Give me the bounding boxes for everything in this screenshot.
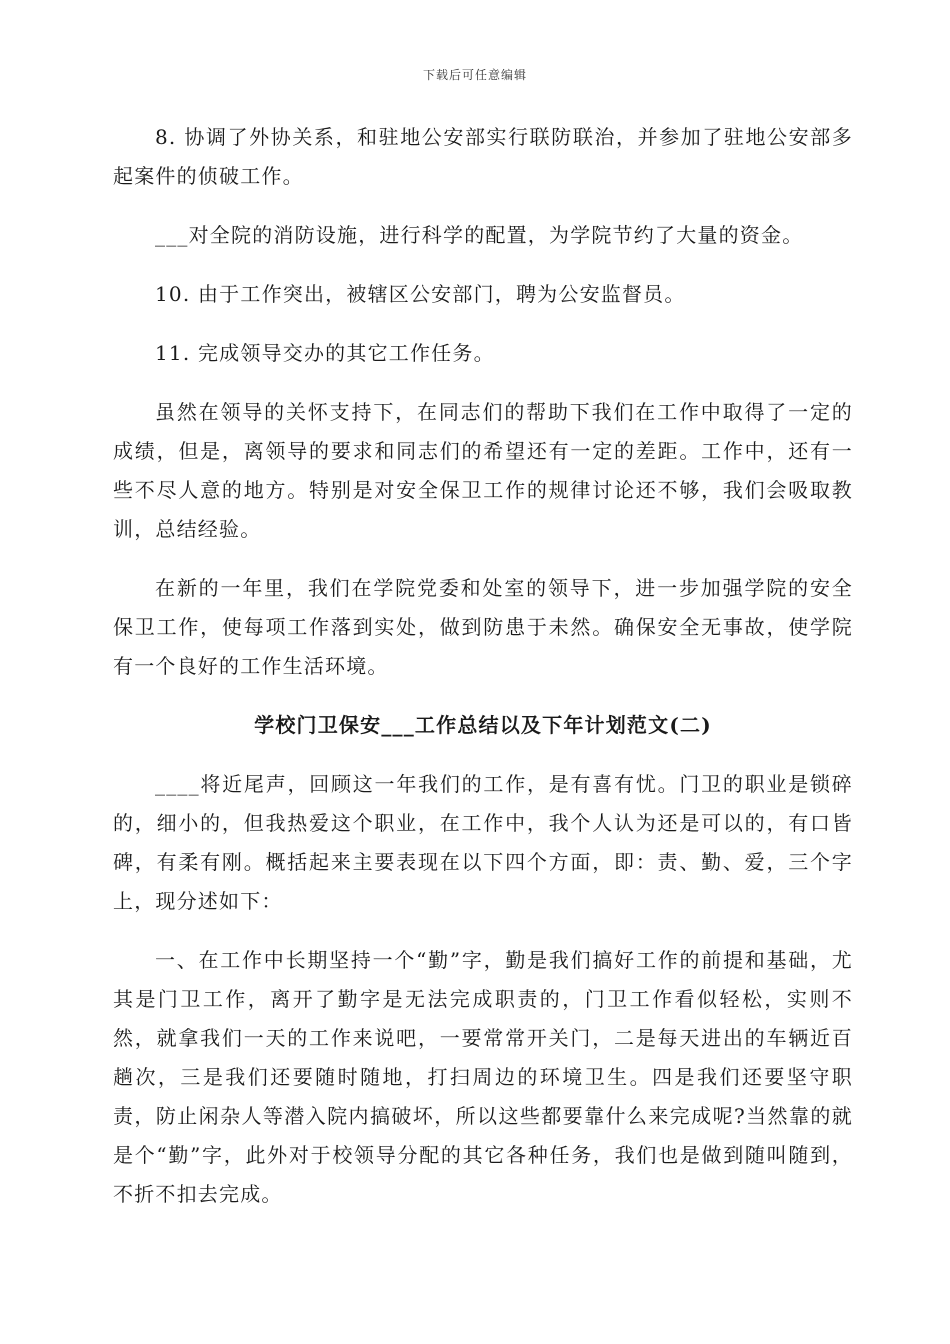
paragraph-item-8: 8. 协调了外协关系，和驻地公安部实行联防联治，并参加了驻地公安部多起案件的侦破工作。 (113, 125, 853, 188)
section-title: 学校门卫保安___工作总结以及下年计划范文(二) (254, 713, 712, 737)
paragraph-item-10: 10. 由于工作突出，被辖区公安部门，聘为公安监督员。 (155, 282, 686, 306)
paragraph-point-one: 一、在工作中长期坚持一个“勤”字，勤是我们搞好工作的前提和基础，尤其是门卫工作，离开了勤字是无法完成职责的，门卫工作看似轻松，实则不然，就拿我们一天的工作来说吧，一要常常开关门，二是每天进出的车辆近百趟次，三是我们还要随时随地，打扫周边的环境卫生。四是我们还要坚守职责，防止闲杂人等潜入院内搞破坏，所以这些都要靠什么来完成呢?当然靠的就是个“勤”字，此外对于校领导分配的其它各种任务，我们也是做到随叫随到，不折不扣去完成。 (113, 948, 853, 1206)
paragraph-intro: ____将近尾声，回顾这一年我们的工作，是有喜有忧。门卫的职业是锁碎的，细小的，但我热爱这个职业，在工作中，我个人认为还是可以的，有口皆碑，有柔有刚。概括起来主要表现在以下四个方面，即：责、勤、爱，三个字上，现分述如下： (113, 772, 853, 913)
paragraph-item-11: 11. 完成领导交办的其它工作任务。 (155, 341, 495, 365)
paragraph-outlook: 在新的一年里，我们在学院党委和处室的领导下，进一步加强学院的安全保卫工作，使每项工作落到实处，做到防患于未然。确保安全无事故，使学院有一个良好的工作生活环境。 (113, 576, 853, 678)
paragraph-item-9: ___对全院的消防设施，进行科学的配置，为学院节约了大量的资金。 (155, 223, 804, 247)
paragraph-reflection: 虽然在领导的关怀支持下，在同志们的帮助下我们在工作中取得了一定的成绩，但是，离领导的要求和同志们的希望还有一定的差距。工作中，还有一些不尽人意的地方。特别是对安全保卫工作的规律讨论还不够，我们会吸取教训，总结经验。 (113, 400, 853, 541)
document-body (113, 118, 853, 1234)
page-header-note: 下载后可任意编辑 (422, 68, 527, 82)
